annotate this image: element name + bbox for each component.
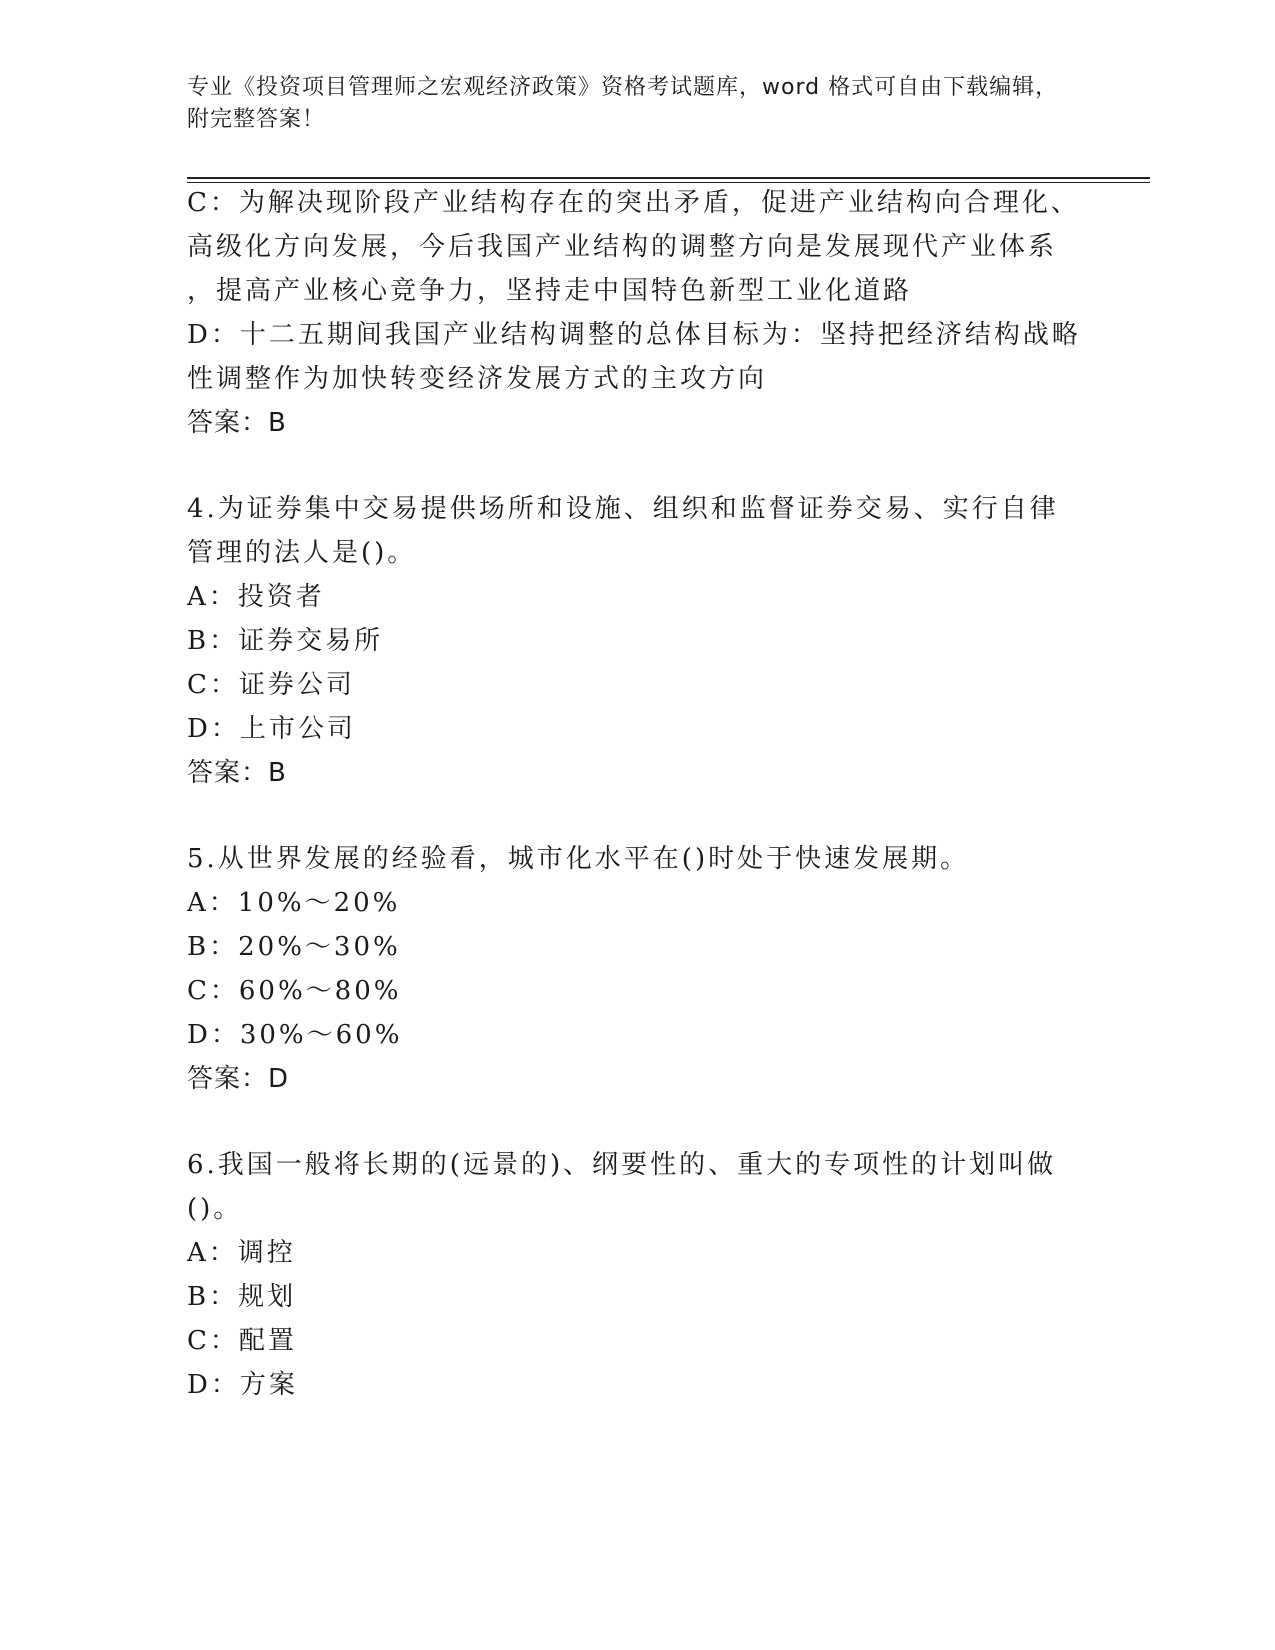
q4-option-d: D：上市公司 (187, 714, 356, 744)
q3-option-d-line-1: D：十二五期间我国产业结构调整的总体目标为：坚持把经济结构战略 (187, 320, 1081, 350)
q4-answer: 答案：B (187, 758, 287, 788)
q6-question-line-1: 6.我国一般将长期的(远景的)、纲要性的、重大的专项性的计划叫做 (187, 1150, 1057, 1180)
q6-question-line-2: ()。 (187, 1194, 243, 1224)
q3-option-c-line-2: 高级化方向发展，今后我国产业结构的调整方向是发展现代产业体系 (187, 232, 1058, 262)
q4-question-line-1: 4.为证券集中交易提供场所和设施、组织和监督证券交易、实行自律 (187, 494, 1059, 524)
document-header: 专业《投资项目管理师之宏观经济政策》资格考试题库，word 格式可自由下载编辑，附完整答案！ (187, 75, 1059, 132)
q5-question-line-1: 5.从世界发展的经验看，城市化水平在()时处于快速发展期。 (187, 844, 970, 874)
q3-option-d-line-2: 性调整作为加快转变经济发展方式的主攻方向 (187, 364, 768, 394)
q6-option-d: D：方案 (187, 1370, 298, 1400)
q3-option-c-line-1: C：为解决现阶段产业结构存在的突出矛盾，促进产业结构向合理化、 (187, 188, 1080, 218)
header-divider (187, 177, 1150, 179)
q5-option-c: C：60%～80% (187, 976, 402, 1006)
q3-answer: 答案：B (187, 408, 287, 438)
q6-option-c: C：配置 (187, 1326, 297, 1356)
q4-option-a: A：投资者 (187, 582, 325, 612)
q4-option-b: B：证券交易所 (187, 626, 384, 656)
q5-option-d: D：30%～60% (187, 1020, 403, 1050)
q5-option-b: B：20%～30% (187, 932, 401, 962)
q3-option-c-line-3: ，提高产业核心竞争力，坚持走中国特色新型工业化道路 (187, 276, 913, 306)
q6-option-b: B：规划 (187, 1282, 297, 1312)
q4-option-c: C：证券公司 (187, 670, 355, 700)
q4-question-line-2: 管理的法人是()。 (187, 538, 417, 568)
q5-option-a: A：10%～20% (187, 888, 401, 918)
q6-option-a: A：调控 (187, 1238, 296, 1268)
q5-answer: 答案：D (187, 1064, 290, 1094)
